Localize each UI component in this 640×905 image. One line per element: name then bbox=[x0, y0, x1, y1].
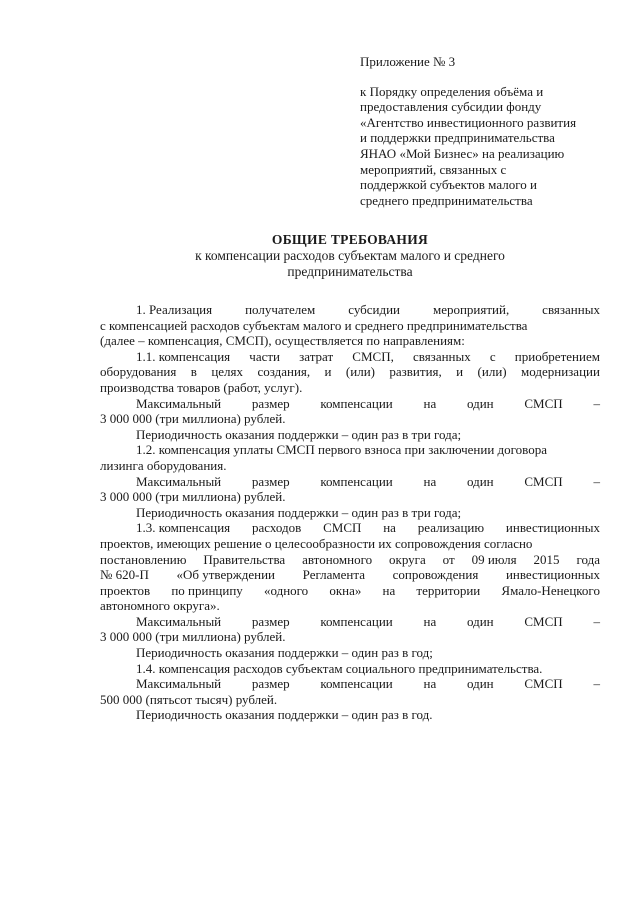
item-1-3-line-3: постановлению Правительства автономного округа от 09 июля 2015 года bbox=[100, 551, 600, 567]
item-1-3-line-2: проектов, имеющих решение о целесообразности их сопровождения согласно bbox=[100, 535, 533, 551]
appendix-line: мероприятий, связанных с bbox=[360, 161, 507, 177]
title-subtitle-line: к компенсации расходов субъектам малого и среднего bbox=[195, 247, 505, 263]
appendix-line: предоставления субсидии фонду bbox=[360, 99, 542, 115]
max-amount-line: Максимальный размер компенсации на один СМСП – bbox=[136, 395, 600, 411]
max-amount-line: Максимальный размер компенсации на один СМСП – bbox=[136, 676, 600, 692]
appendix-line: поддержкой субъектов малого и bbox=[360, 177, 537, 193]
item-1-3-line-1: 1.3. компенсация расходов СМСП на реализацию инвестиционных bbox=[136, 520, 600, 536]
item-1-3-line-4: № 620-П «Об утверждении Регламента сопровождения инвестиционных bbox=[100, 567, 600, 583]
item-1-2-line-1: 1.2. компенсация уплаты СМСП первого взноса при заключении договора bbox=[136, 442, 547, 458]
amount-line: 3 000 000 (три миллиона) рублей. bbox=[100, 629, 286, 645]
appendix-line: ЯНАО «Мой Бизнес» на реализацию bbox=[360, 145, 565, 161]
title-subtitle-line: предпринимательства bbox=[287, 263, 413, 279]
appendix-number: Приложение № 3 bbox=[360, 54, 456, 69]
periodicity-line: Периодичность оказания поддержки – один раз в год. bbox=[136, 707, 433, 723]
paragraph-1-line-3: (далее – компенсация, СМСП), осуществляется по направлениям: bbox=[100, 333, 465, 349]
periodicity-line: Периодичность оказания поддержки – один раз в три года; bbox=[136, 426, 462, 442]
item-1-1-line-1: 1.1. компенсация части затрат СМСП, связанных с приобретением bbox=[136, 348, 600, 364]
item-1-4-line-1: 1.4. компенсация расходов субъектам социального предпринимательства. bbox=[136, 660, 543, 676]
amount-line: 3 000 000 (три миллиона) рублей. bbox=[100, 489, 286, 505]
periodicity-line: Периодичность оказания поддержки – один раз в год; bbox=[136, 645, 433, 661]
appendix-header bbox=[360, 54, 600, 208]
item-1-3-line-6: автономного округа». bbox=[100, 598, 220, 614]
amount-line: 500 000 (пятьсот тысяч) рублей. bbox=[100, 691, 278, 707]
periodicity-line: Периодичность оказания поддержки – один раз в три года; bbox=[136, 504, 462, 520]
document-body bbox=[100, 302, 600, 723]
max-amount-line: Максимальный размер компенсации на один СМСП – bbox=[136, 613, 600, 629]
max-amount-line: Максимальный размер компенсации на один СМСП – bbox=[136, 473, 600, 489]
document-title bbox=[100, 232, 600, 279]
item-1-1-line-3: производства товаров (работ, услуг). bbox=[100, 379, 303, 395]
paragraph-1-line-1: 1. Реализация получателем субсидии мероприятий, связанных bbox=[136, 302, 600, 317]
amount-line: 3 000 000 (три миллиона) рублей. bbox=[100, 411, 286, 427]
item-1-1-line-2: оборудования в целях создания, и (или) развития, и (или) модернизации bbox=[100, 364, 600, 380]
appendix-line: среднего предпринимательства bbox=[360, 192, 533, 208]
appendix-line: и поддержки предпринимательства bbox=[360, 130, 555, 146]
appendix-line: к Порядку определения объёма и bbox=[360, 83, 544, 99]
item-1-3-line-5: проектов по принципу «одного окна» на территории Ямало-Ненецкого bbox=[100, 582, 600, 598]
title-main: ОБЩИЕ ТРЕБОВАНИЯ bbox=[271, 232, 429, 247]
paragraph-1-line-2: с компенсацией расходов субъектам малого и среднего предпринимательства bbox=[100, 317, 528, 333]
item-1-2-line-2: лизинга оборудования. bbox=[100, 457, 227, 473]
appendix-line: «Агентство инвестиционного развития bbox=[360, 114, 577, 130]
